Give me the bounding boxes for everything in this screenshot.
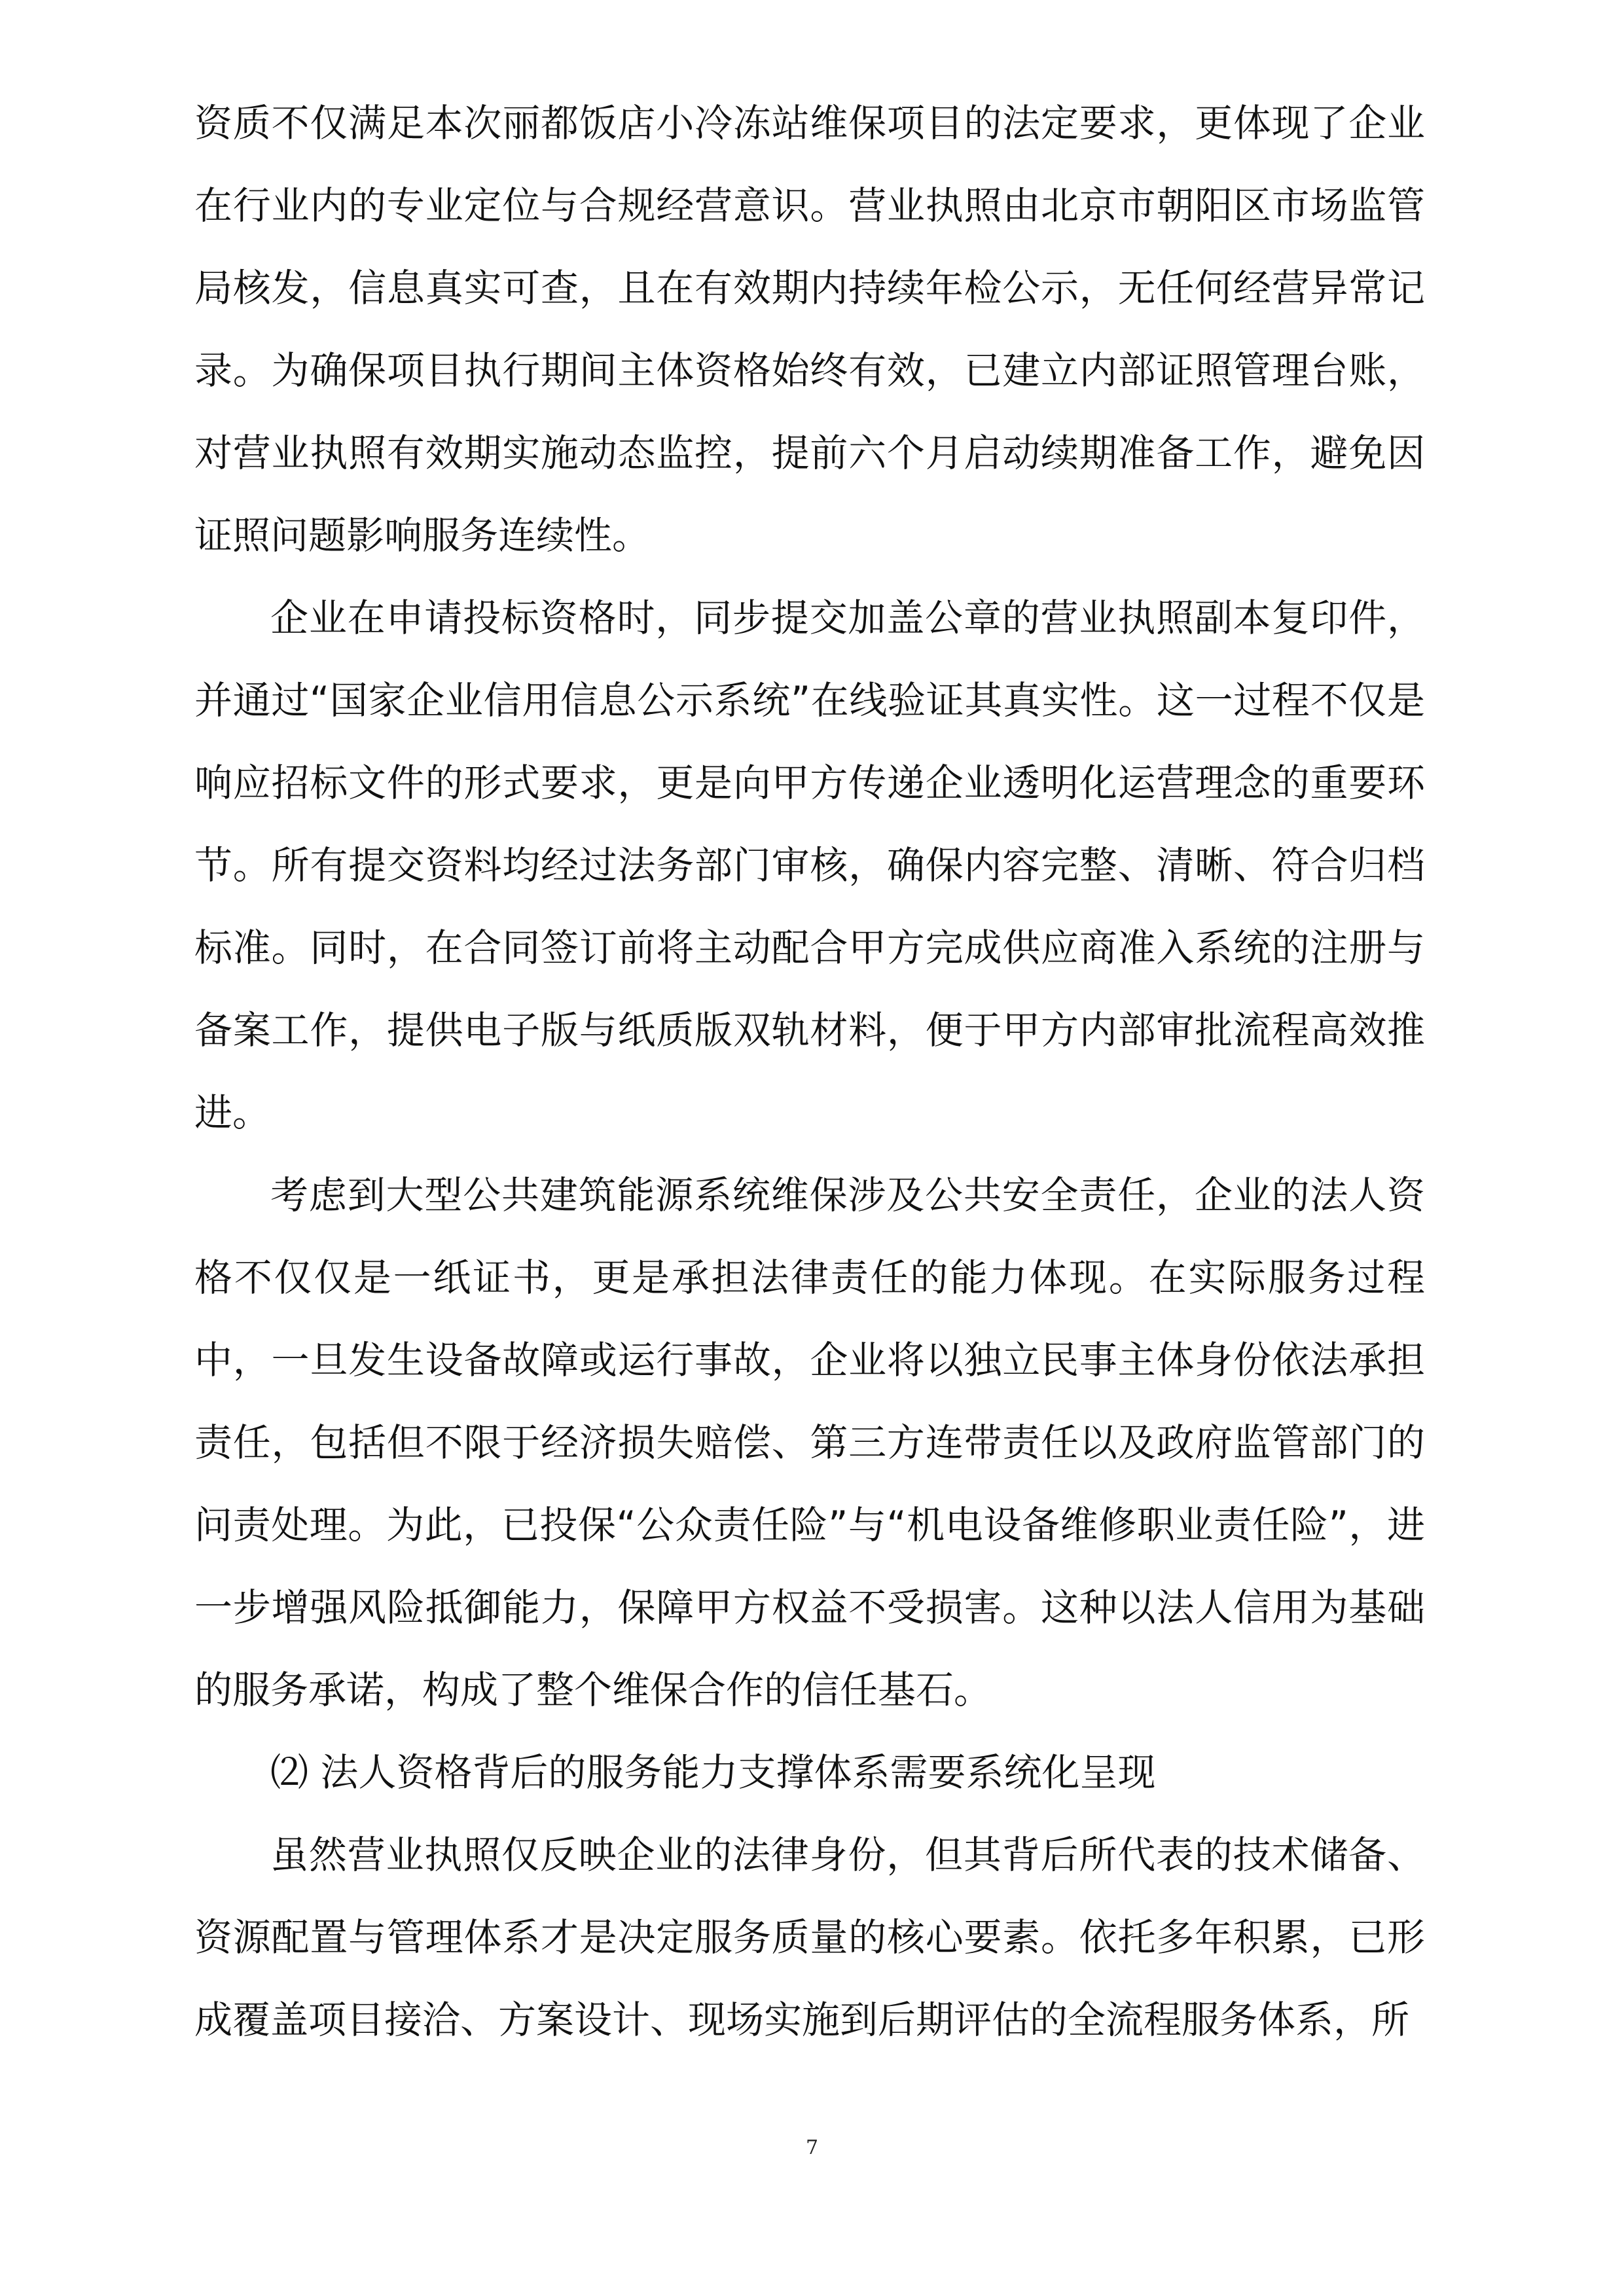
document-body: [194, 82, 1425, 2061]
paragraph: 资质不仅满足本次丽都饭店小冷冻站维保项目的法定要求，更体现了企业在行业内的专业定位与合规经营意识。营业执照由北京市朝阳区市场监管局核发，信息真实可查，且在有效期内持续年检公示，无任何经营异常记录。为确保项目执行期间主体资格始终有效，已建立内部证照管理台账，对营业执照有效期实施动态监控，提前六个月启动续期准备工作，避免因证照问题影响服务连续性。: [194, 101, 1425, 558]
page-number: 7: [805, 2136, 819, 2159]
section-heading: ⑵ 法人资格背后的服务能力支撑体系需要系统化呈现: [270, 1750, 1156, 1795]
paragraph: 虽然营业执照仅反映企业的法律身份，但其背后所代表的技术储备、资源配置与管理体系才是决定服务质量的核心要素。依托多年积累，已形成覆盖项目接洽、方案设计、现场实施到后期评估的全流程服务体系，所: [194, 1833, 1425, 2042]
paragraph: 考虑到大型公共建筑能源系统维保涉及公共安全责任，企业的法人资格不仅仅是一纸证书，更是承担法律责任的能力体现。在实际服务过程中，一旦发生设备故障或运行事故，企业将以独立民事主体身份依法承担责任，包括但不限于经济损失赔偿、第三方连带责任以及政府监管部门的问责处理。为此，已投保“公众责任险”与“机电设备维修职业责任险”，进一步增强风险抵御能力，保障甲方权益不受损害。这种以法人信用为基础的服务承诺，构成了整个维保合作的信任基石。: [194, 1173, 1425, 1712]
paragraph: 企业在申请投标资格时，同步提交加盖公章的营业执照副本复印件，并通过“国家企业信用信息公示系统”在线验证其真实性。这一过程不仅是响应招标文件的形式要求，更是向甲方传递企业透明化运营理念的重要环节。所有提交资料均经过法务部门审核，确保内容完整、清晰、符合归档标准。同时，在合同签订前将主动配合甲方完成供应商准入系统的注册与备案工作，提供电子版与纸质版双轨材料，便于甲方内部审批流程高效推进。: [194, 596, 1425, 1135]
